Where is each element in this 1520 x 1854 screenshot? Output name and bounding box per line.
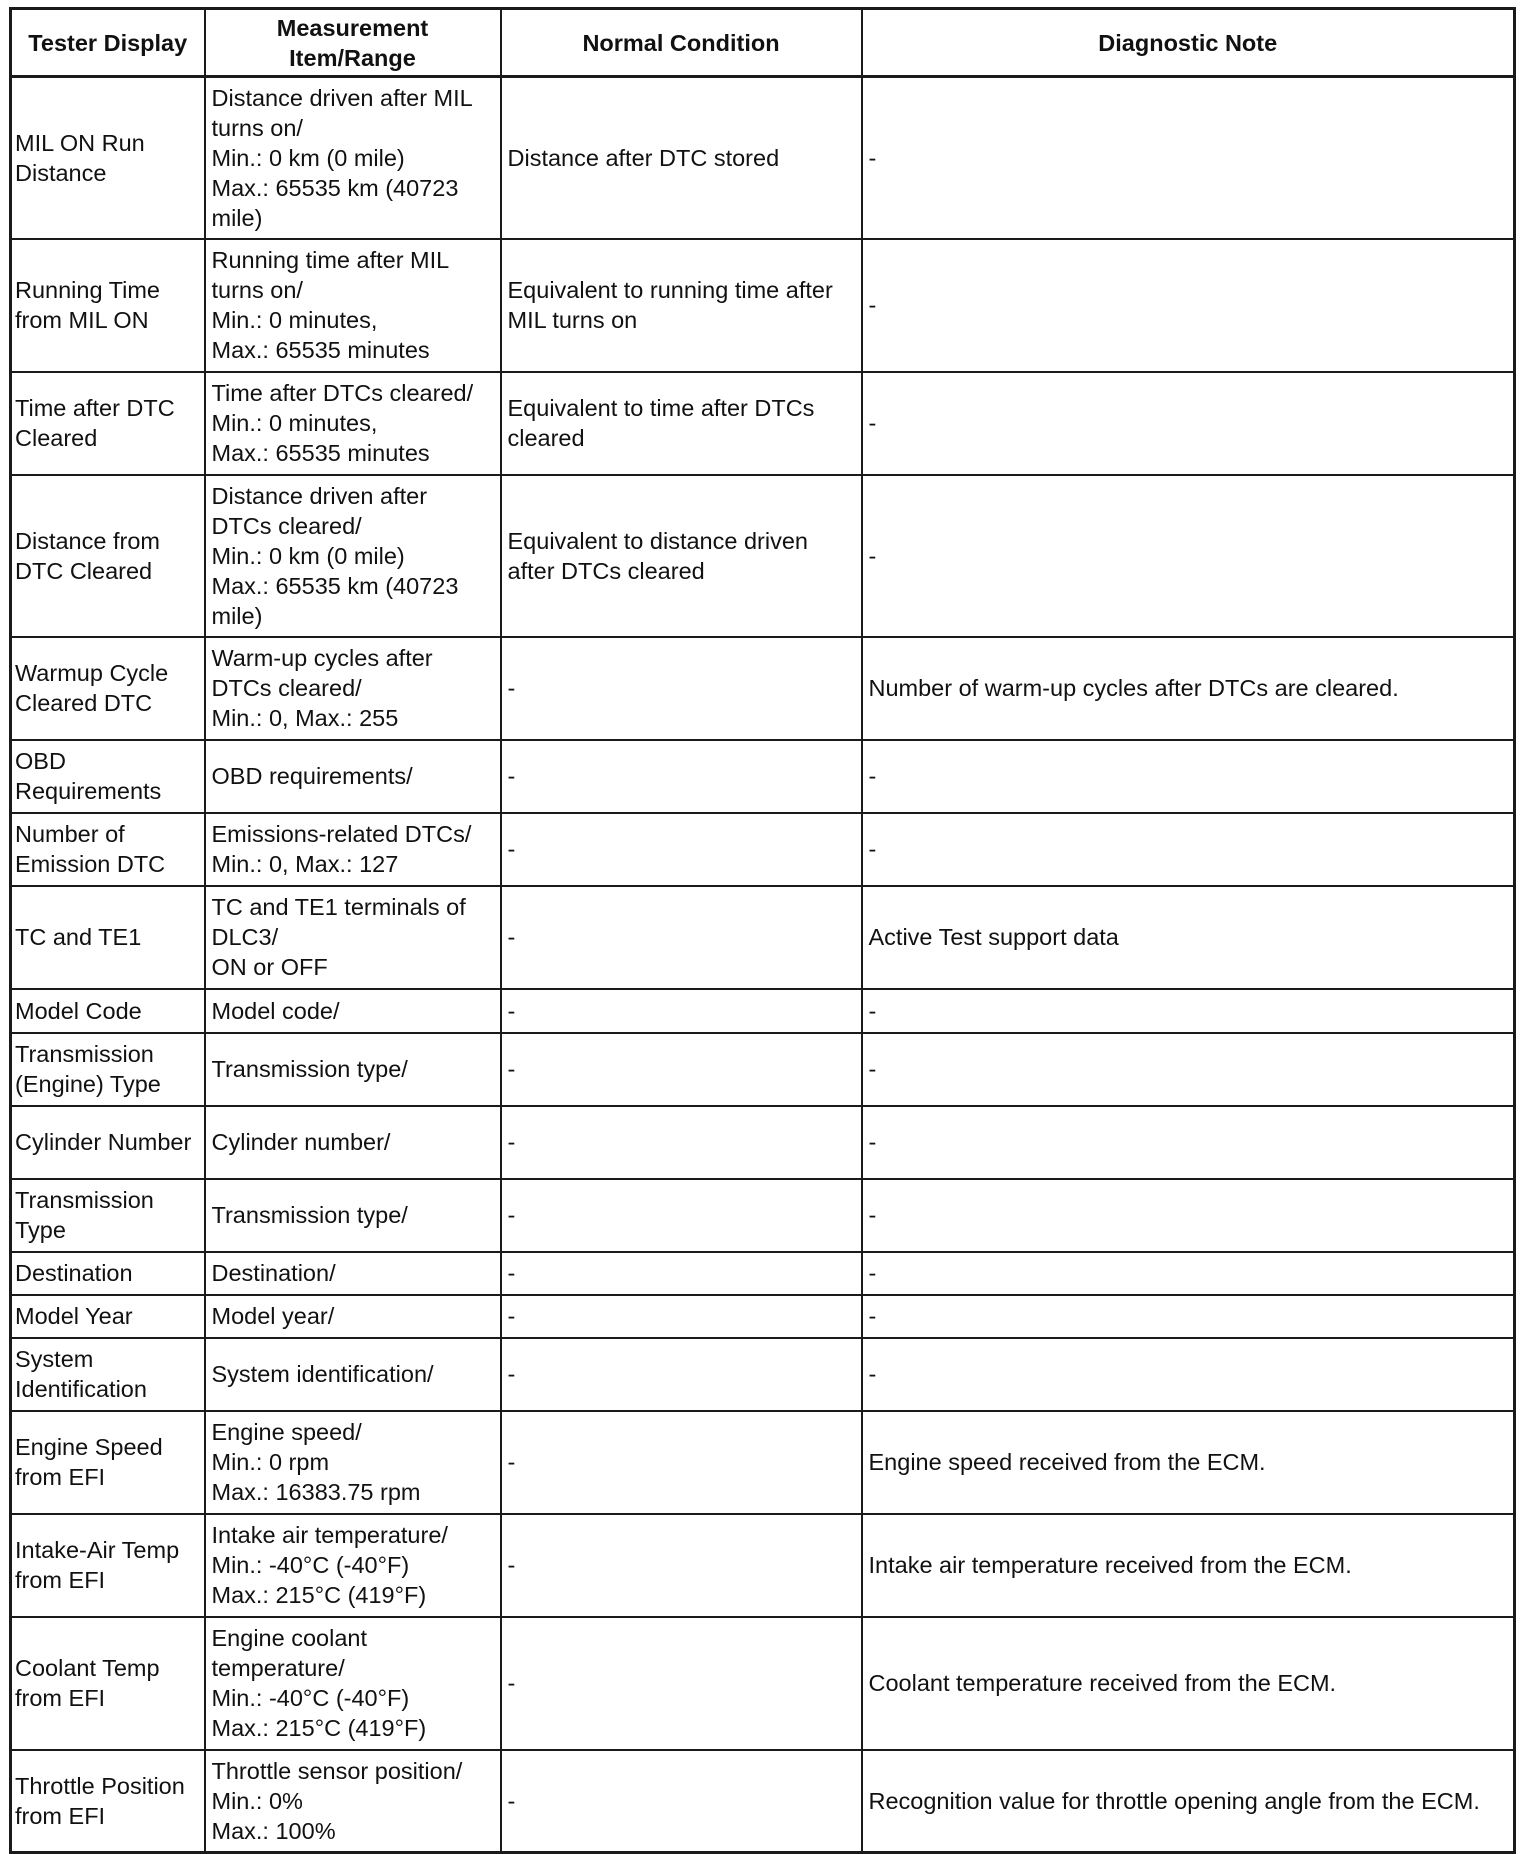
cell-normal-condition: -	[501, 1106, 862, 1179]
table-row	[11, 77, 1515, 239]
cell-diagnostic-note: -	[862, 1338, 1515, 1411]
table-header-row	[11, 9, 1515, 77]
cell-tester-display: OBD Requirements	[11, 740, 205, 813]
cell-tester-display: Destination	[11, 1252, 205, 1295]
cell-measurement-item: Transmission type/	[205, 1033, 501, 1106]
cell-measurement-item: Warm-up cycles after DTCs cleared/ Min.: 0, Max.: 255	[205, 637, 501, 740]
cell-diagnostic-note: -	[862, 1252, 1515, 1295]
header-diagnostic-note: Diagnostic Note	[862, 9, 1515, 77]
cell-diagnostic-note: Number of warm-up cycles after DTCs are cleared.	[862, 637, 1515, 740]
table-row	[11, 1750, 1515, 1853]
cell-diagnostic-note: -	[862, 239, 1515, 372]
cell-measurement-item: Emissions-related DTCs/ Min.: 0, Max.: 127	[205, 813, 501, 886]
data-list-table	[9, 7, 1516, 1854]
table-row	[11, 1179, 1515, 1252]
cell-normal-condition: -	[501, 1295, 862, 1338]
cell-tester-display: System Identification	[11, 1338, 205, 1411]
cell-tester-display: Transmission (Engine) Type	[11, 1033, 205, 1106]
table-row	[11, 989, 1515, 1033]
cell-tester-display: MIL ON Run Distance	[11, 77, 205, 239]
cell-normal-condition: -	[501, 1750, 862, 1853]
cell-diagnostic-note: Coolant temperature received from the ECM.	[862, 1617, 1515, 1750]
cell-tester-display: Intake-Air Temp from EFI	[11, 1514, 205, 1617]
cell-tester-display: Running Time from MIL ON	[11, 239, 205, 372]
cell-normal-condition: -	[501, 886, 862, 989]
table-row	[11, 813, 1515, 886]
cell-tester-display: Warmup Cycle Cleared DTC	[11, 637, 205, 740]
cell-diagnostic-note: -	[862, 740, 1515, 813]
cell-diagnostic-note: Active Test support data	[862, 886, 1515, 989]
cell-measurement-item: Destination/	[205, 1252, 501, 1295]
cell-diagnostic-note: Intake air temperature received from the ECM.	[862, 1514, 1515, 1617]
table-row	[11, 1295, 1515, 1338]
cell-measurement-item: Model year/	[205, 1295, 501, 1338]
cell-diagnostic-note: -	[862, 475, 1515, 637]
data-list-table-container	[9, 7, 1513, 1854]
cell-tester-display: Engine Speed from EFI	[11, 1411, 205, 1514]
cell-measurement-item: Engine speed/ Min.: 0 rpm Max.: 16383.75 rpm	[205, 1411, 501, 1514]
table-row	[11, 1106, 1515, 1179]
cell-diagnostic-note: -	[862, 1295, 1515, 1338]
cell-measurement-item: Engine coolant temperature/ Min.: -40°C (-40°F) Max.: 215°C (419°F)	[205, 1617, 501, 1750]
cell-measurement-item: Cylinder number/	[205, 1106, 501, 1179]
cell-diagnostic-note: -	[862, 1179, 1515, 1252]
cell-measurement-item: System identification/	[205, 1338, 501, 1411]
table-row	[11, 372, 1515, 475]
cell-diagnostic-note: -	[862, 813, 1515, 886]
cell-normal-condition: -	[501, 989, 862, 1033]
table-row	[11, 1252, 1515, 1295]
cell-tester-display: Model Year	[11, 1295, 205, 1338]
table-row	[11, 740, 1515, 813]
cell-normal-condition: -	[501, 1252, 862, 1295]
cell-tester-display: Transmission Type	[11, 1179, 205, 1252]
cell-diagnostic-note: -	[862, 1033, 1515, 1106]
cell-normal-condition: -	[501, 1411, 862, 1514]
table-row	[11, 1411, 1515, 1514]
cell-normal-condition: -	[501, 637, 862, 740]
cell-normal-condition: -	[501, 813, 862, 886]
cell-diagnostic-note: Engine speed received from the ECM.	[862, 1411, 1515, 1514]
cell-normal-condition: -	[501, 1514, 862, 1617]
cell-normal-condition: -	[501, 740, 862, 813]
cell-normal-condition: -	[501, 1033, 862, 1106]
cell-measurement-item: Distance driven after DTCs cleared/ Min.: 0 km (0 mile) Max.: 65535 km (40723 mile)	[205, 475, 501, 637]
header-tester-display: Tester Display	[11, 9, 205, 77]
cell-diagnostic-note: -	[862, 372, 1515, 475]
cell-tester-display: Coolant Temp from EFI	[11, 1617, 205, 1750]
cell-tester-display: Number of Emission DTC	[11, 813, 205, 886]
header-normal-condition: Normal Condition	[501, 9, 862, 77]
table-row	[11, 637, 1515, 740]
cell-normal-condition: -	[501, 1617, 862, 1750]
cell-tester-display: Model Code	[11, 989, 205, 1033]
cell-normal-condition: -	[501, 1338, 862, 1411]
cell-diagnostic-note: Recognition value for throttle opening angle from the ECM.	[862, 1750, 1515, 1853]
cell-measurement-item: OBD requirements/	[205, 740, 501, 813]
cell-tester-display: TC and TE1	[11, 886, 205, 989]
header-measurement-item: Measurement Item/Range	[205, 9, 501, 77]
cell-measurement-item: Model code/	[205, 989, 501, 1033]
cell-tester-display: Throttle Position from EFI	[11, 1750, 205, 1853]
table-row	[11, 1033, 1515, 1106]
cell-diagnostic-note: -	[862, 1106, 1515, 1179]
cell-normal-condition: Equivalent to time after DTCs cleared	[501, 372, 862, 475]
cell-tester-display: Time after DTC Cleared	[11, 372, 205, 475]
table-row	[11, 239, 1515, 372]
cell-normal-condition: Equivalent to distance driven after DTCs cleared	[501, 475, 862, 637]
cell-tester-display: Distance from DTC Cleared	[11, 475, 205, 637]
cell-normal-condition: Distance after DTC stored	[501, 77, 862, 239]
table-row	[11, 1617, 1515, 1750]
cell-measurement-item: Intake air temperature/ Min.: -40°C (-40°F) Max.: 215°C (419°F)	[205, 1514, 501, 1617]
cell-measurement-item: Distance driven after MIL turns on/ Min.: 0 km (0 mile) Max.: 65535 km (40723 mile)	[205, 77, 501, 239]
cell-measurement-item: Running time after MIL turns on/ Min.: 0 minutes, Max.: 65535 minutes	[205, 239, 501, 372]
table-row	[11, 1514, 1515, 1617]
cell-diagnostic-note: -	[862, 989, 1515, 1033]
table-row	[11, 886, 1515, 989]
cell-tester-display: Cylinder Number	[11, 1106, 205, 1179]
cell-measurement-item: Transmission type/	[205, 1179, 501, 1252]
cell-measurement-item: TC and TE1 terminals of DLC3/ ON or OFF	[205, 886, 501, 989]
table-row	[11, 1338, 1515, 1411]
cell-normal-condition: -	[501, 1179, 862, 1252]
cell-measurement-item: Throttle sensor position/ Min.: 0% Max.: 100%	[205, 1750, 501, 1853]
table-row	[11, 475, 1515, 637]
cell-normal-condition: Equivalent to running time after MIL turns on	[501, 239, 862, 372]
cell-diagnostic-note: -	[862, 77, 1515, 239]
cell-measurement-item: Time after DTCs cleared/ Min.: 0 minutes, Max.: 65535 minutes	[205, 372, 501, 475]
